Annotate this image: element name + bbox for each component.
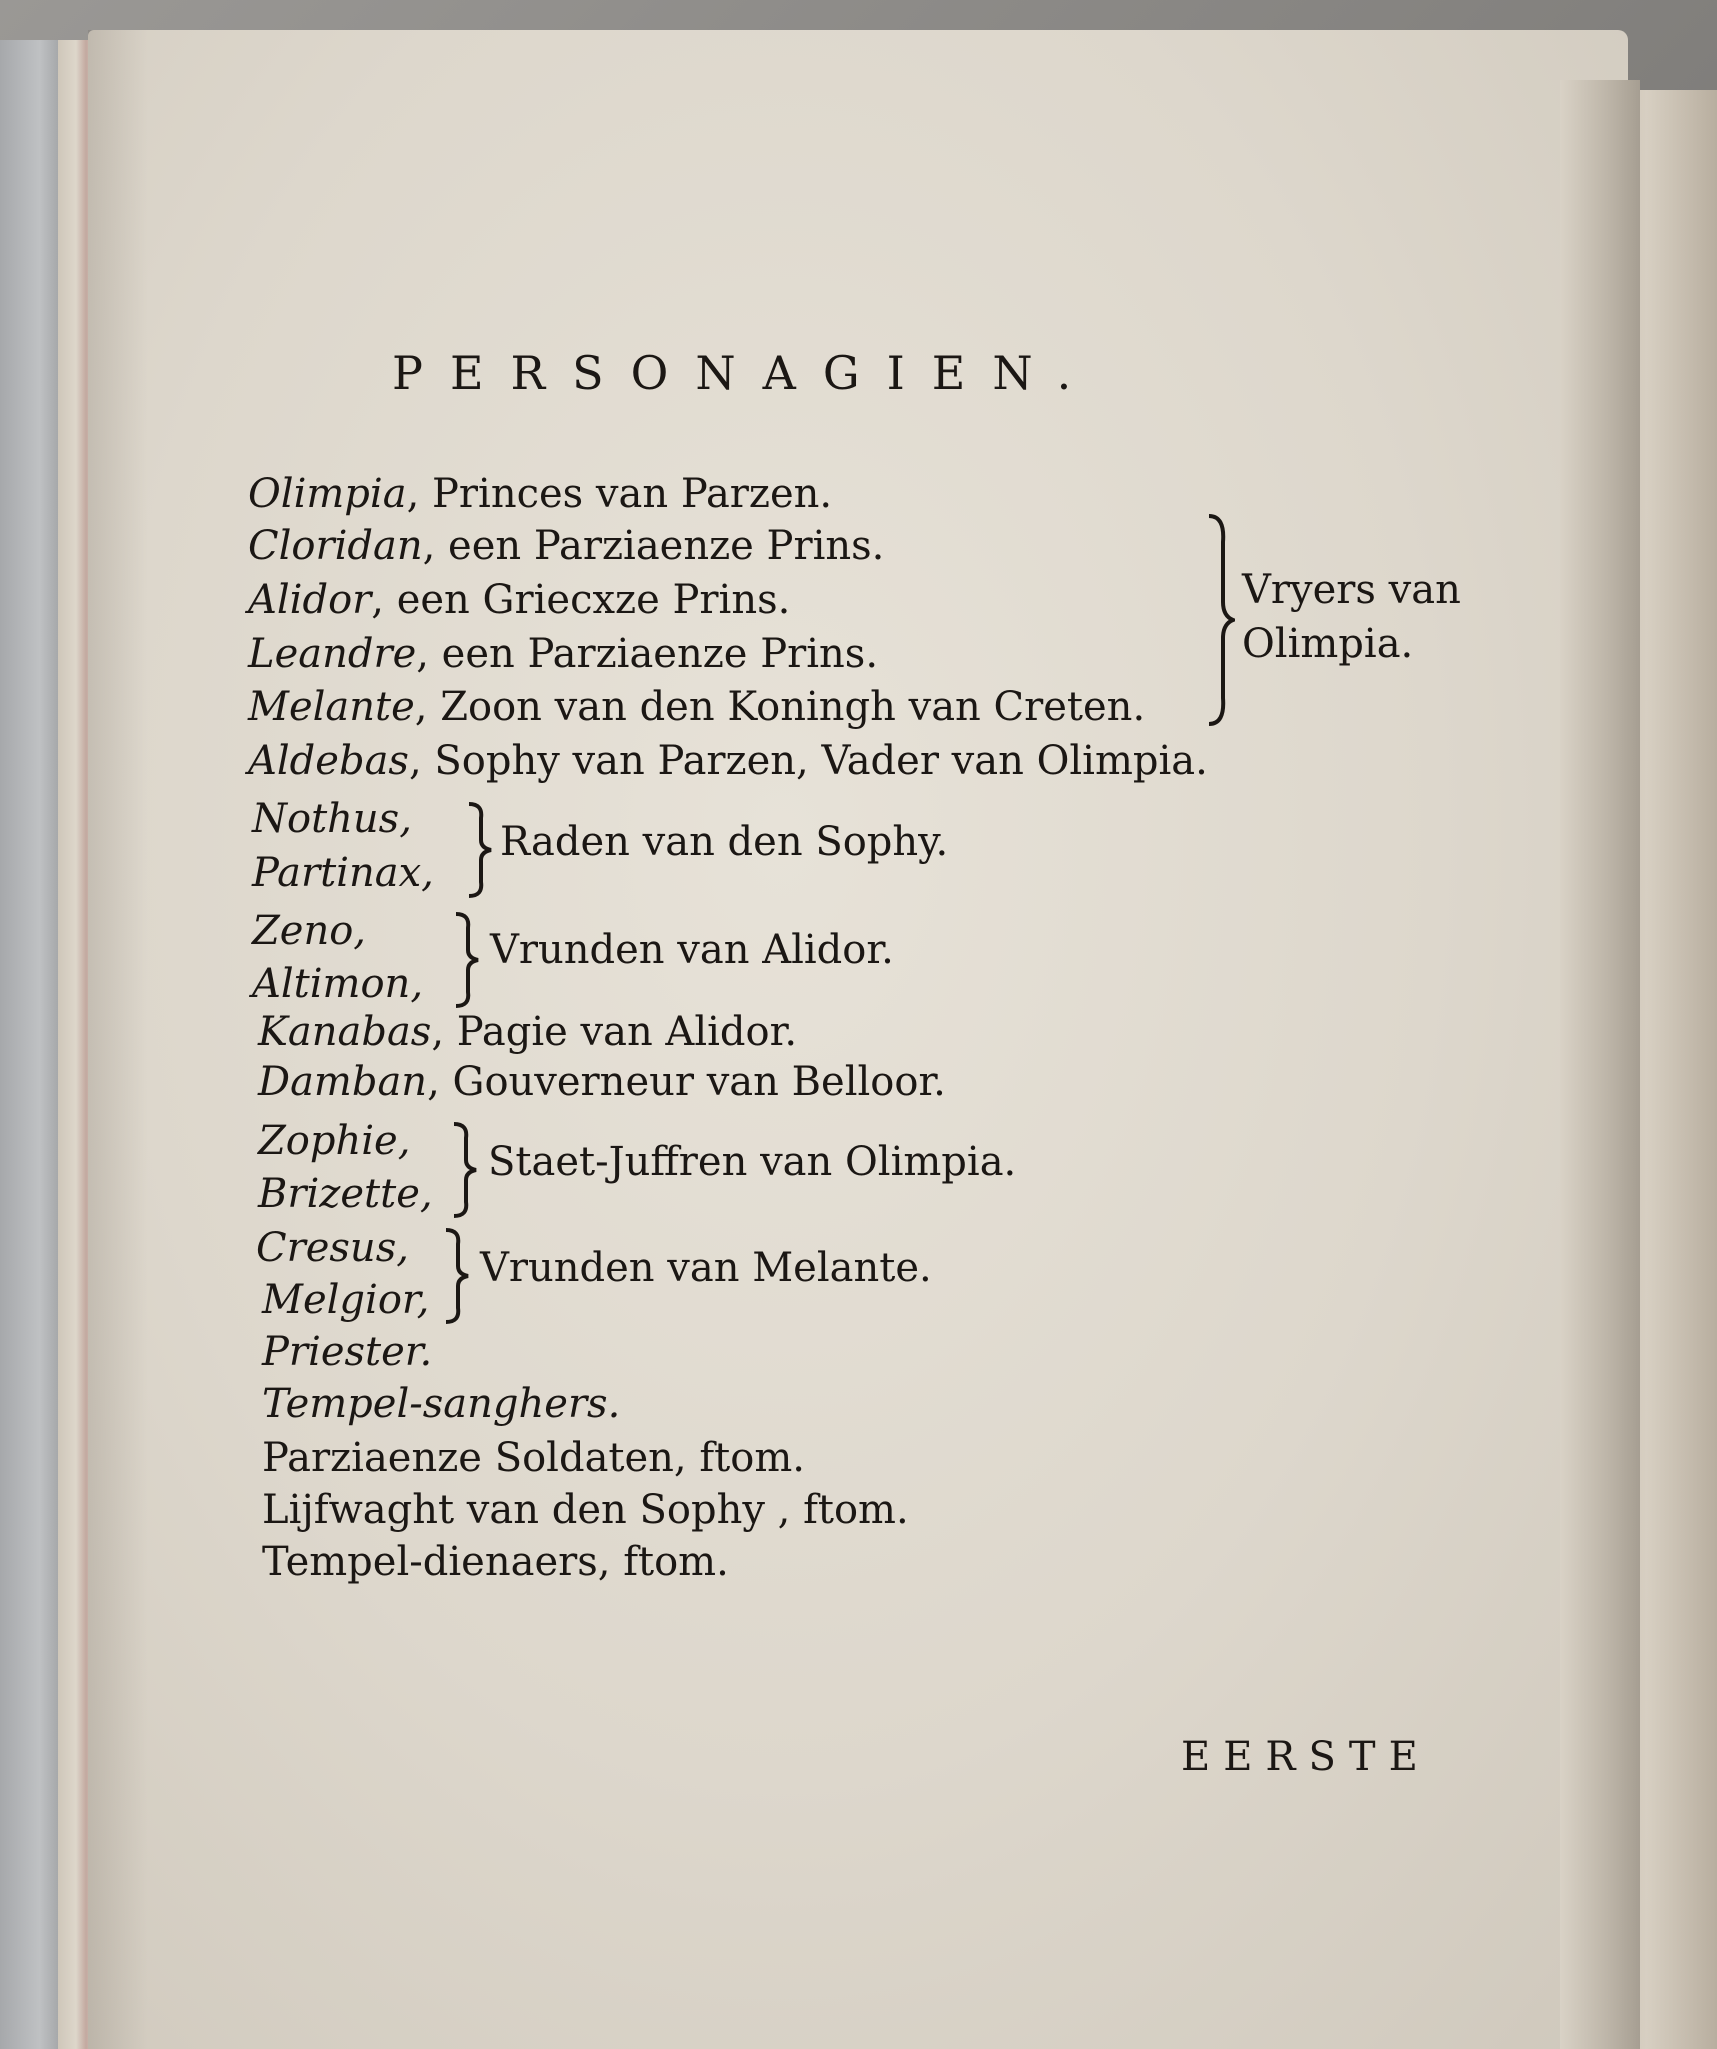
group-label-vrunden-melante: Vrunden van Melante.: [480, 1245, 932, 1291]
character-name: Melgior,: [262, 1277, 430, 1323]
character-description: , Sophy van Parzen, Vader van Olimpia.: [408, 738, 1208, 784]
brace-group-1: [465, 800, 495, 900]
entry-alidor: [248, 576, 790, 624]
entry-kanabas: [258, 1008, 797, 1056]
entry-partinax: [252, 849, 434, 897]
entry-leandre: [248, 630, 878, 678]
entry-aldebas: [248, 737, 1208, 785]
character-description: , een Parziaenze Prins.: [416, 631, 879, 677]
entry-zeno: [252, 907, 366, 955]
plain-line-soldaten: Parziaenze Soldaten, ftom.: [262, 1435, 805, 1481]
entry-cresus: [256, 1224, 409, 1272]
brace-group-4: [442, 1226, 472, 1326]
character-name: Kanabas: [258, 1009, 432, 1055]
entry-priester: [262, 1328, 432, 1376]
suitors-label-line2: Olimpia.: [1242, 621, 1414, 667]
character-description: , Zoon van den Koningh van Creten.: [414, 684, 1146, 730]
book-cover-edge: [0, 40, 66, 2049]
character-name: Zophie,: [258, 1118, 411, 1164]
plain-line-lijfwaght: Lijfwaght van den Sophy , ftom.: [262, 1487, 909, 1533]
character-description: , Gouverneur van Belloor.: [427, 1059, 946, 1105]
entry-altimon: [252, 960, 423, 1008]
brace-group-3: [450, 1120, 480, 1220]
character-name: Priester.: [262, 1329, 433, 1375]
entry-melgior: [262, 1276, 429, 1324]
brace-group-2: [452, 910, 482, 1010]
entry-damban: [258, 1058, 946, 1106]
character-name: Alidor: [248, 577, 372, 623]
entry-nothus: [252, 795, 412, 843]
character-name: Zeno,: [252, 908, 367, 954]
character-name: Leandre: [248, 631, 417, 677]
entry-cloridan: [248, 522, 884, 570]
character-description: , Pagie van Alidor.: [431, 1009, 798, 1055]
character-name: Olimpia: [248, 471, 407, 517]
suitors-brace: [1205, 512, 1235, 727]
character-name: Altimon,: [252, 961, 424, 1007]
suitors-label-line1: Vryers van: [1242, 567, 1461, 613]
character-name: Brizette,: [258, 1171, 433, 1217]
character-name: Partinax,: [252, 850, 434, 896]
catchword: EERSTE: [1181, 1734, 1431, 1780]
entry-zophie: [258, 1117, 410, 1165]
character-name: Nothus,: [252, 796, 412, 842]
entry-olimpia: [248, 470, 832, 518]
character-description: , Princes van Parzen.: [406, 471, 833, 517]
character-name: Tempel-sanghers.: [262, 1381, 621, 1427]
page-title: PERSONAGIEN.: [392, 346, 1099, 400]
entry-tempel-sanghers: [262, 1380, 620, 1428]
entry-melante: [248, 683, 1145, 731]
character-description: , een Parziaenze Prins.: [422, 523, 885, 569]
group-label-raden: Raden van den Sophy.: [500, 819, 949, 865]
character-name: Damban: [258, 1059, 428, 1105]
page-curl: [1560, 80, 1640, 2049]
entry-brizette: [258, 1170, 433, 1218]
character-name: Cloridan: [248, 523, 423, 569]
character-name: Melante: [248, 684, 415, 730]
character-name: Aldebas: [248, 738, 409, 784]
group-label-staet-juffren: Staet-Juffren van Olimpia.: [488, 1139, 1017, 1185]
gutter-shadow: [88, 30, 148, 2049]
character-name: Cresus,: [256, 1225, 409, 1271]
character-description: , een Griecxze Prins.: [371, 577, 791, 623]
group-label-vrunden-alidor: Vrunden van Alidor.: [490, 927, 894, 973]
plain-line-tempel-dienaers: Tempel-dienaers, ftom.: [262, 1539, 729, 1585]
